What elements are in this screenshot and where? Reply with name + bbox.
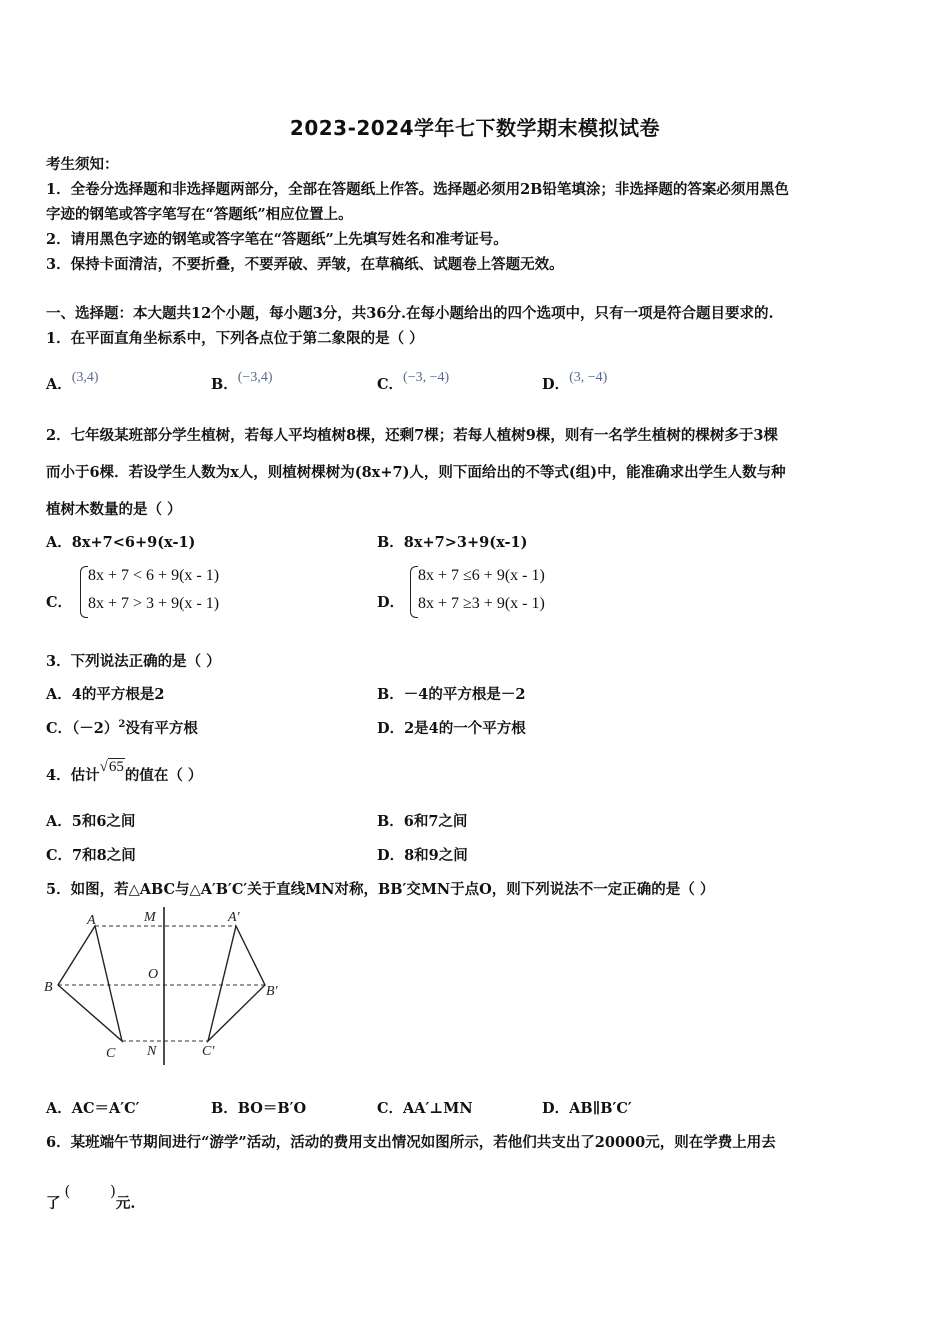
q1-c-value: (−3, −4) bbox=[403, 370, 450, 385]
label-o: O bbox=[148, 967, 159, 982]
q6-paren-open: ( bbox=[64, 1184, 71, 1200]
q5-option-d: D．AB∥B′C′ bbox=[542, 1100, 632, 1117]
q5-stem: 5．如图，若△ABC与△A′B′C′关于直线MN对称，BB′交MN于点O，则下列说法不一定正确的是（ ） bbox=[46, 881, 715, 898]
q1-option-b bbox=[211, 370, 273, 394]
q6-tail-post: 元. bbox=[115, 1195, 136, 1212]
q2-d-line-2: 8x + 7 ≥3 + 9(x - 1) bbox=[418, 595, 545, 612]
q3-stem: 3．下列说法正确的是（ ） bbox=[46, 653, 221, 670]
q2-d-brace bbox=[410, 566, 418, 618]
q6-stem: 6．某班端午节期间进行“游学”活动，活动的费用支出情况如图所示，若他们共支出了20000元，则在学费上用去 bbox=[46, 1134, 776, 1151]
q4-stem-post: 的值在（ ） bbox=[124, 767, 203, 784]
label-c: C bbox=[106, 1046, 116, 1061]
label-a: A bbox=[87, 913, 96, 928]
q1-a-value: (3,4) bbox=[71, 370, 99, 385]
q4-stem-pre: 4．估计 bbox=[46, 767, 100, 784]
q1-stem: 1．在平面直角坐标系中，下列各点位于第二象限的是（ ） bbox=[46, 330, 424, 347]
q4-option-c: C．7和8之间 bbox=[46, 847, 136, 864]
q1-d-value: (3, −4) bbox=[569, 370, 608, 385]
q5-symmetry-figure bbox=[40, 905, 290, 1070]
q3-c-post: 没有平方根 bbox=[125, 720, 198, 737]
q2-option-a: A．8x+7<6+9(x-1) bbox=[46, 534, 196, 551]
notice-line-2: 2．请用黑色字迹的钢笔或答字笔在“答题纸”上先填写姓名和准考证号。 bbox=[46, 231, 508, 248]
q2-stem-2: 而小于6棵．若设学生人数为x人，则植树棵树为(8x+7)人，则下面给出的不等式(组)中，能准确求出学生人数与种 bbox=[46, 464, 786, 481]
q2-option-b: B．8x+7>3+9(x-1) bbox=[377, 534, 528, 551]
q5-option-b: B．BO＝B′O bbox=[211, 1100, 307, 1117]
q2-c-line-2: 8x + 7 > 3 + 9(x - 1) bbox=[88, 595, 220, 612]
q6-paren-close: ) bbox=[110, 1184, 116, 1200]
q5-option-a: A．AC＝A′C′ bbox=[46, 1100, 140, 1117]
q4-radicand: 65 bbox=[108, 759, 124, 775]
q1-a-label: A． bbox=[46, 376, 72, 393]
q3-option-d: D．2是4的一个平方根 bbox=[377, 720, 526, 737]
q2-stem-3: 植树木数量的是（ ） bbox=[46, 501, 182, 518]
q2-c-line-1: 8x + 7 < 6 + 9(x - 1) bbox=[88, 567, 220, 584]
notice-line-3: 3．保持卡面清洁，不要折叠，不要弄破、弄皱，在草稿纸、试题卷上答题无效。 bbox=[46, 256, 564, 273]
q3-c-sup: 2 bbox=[118, 719, 126, 731]
notice-line-1a: 1．全卷分选择题和非选择题两部分，全部在答题纸上作答。选择题必须用2B铅笔填涂；非选择题的答案必须用黑色 bbox=[46, 181, 789, 198]
q2-d-label: D． bbox=[377, 594, 405, 611]
q3-option-a: A．4的平方根是2 bbox=[46, 686, 165, 703]
q2-c-label: C． bbox=[46, 594, 73, 611]
q1-b-label: B． bbox=[211, 376, 238, 393]
label-b: B bbox=[44, 980, 53, 995]
triangle-a2b2c2 bbox=[208, 926, 265, 1041]
q3-c-pre: C．（－2） bbox=[46, 720, 119, 737]
page-title: 2023-2024学年七下数学期末模拟试卷 bbox=[289, 116, 661, 140]
q3-option-b: B．－4的平方根是－2 bbox=[377, 686, 526, 703]
label-a-prime: A′ bbox=[228, 910, 240, 925]
q6-tail-pre: 了 bbox=[46, 1195, 61, 1212]
q2-c-brace bbox=[80, 566, 88, 618]
q1-c-label: C． bbox=[377, 376, 404, 393]
q4-option-b: B．6和7之间 bbox=[377, 813, 468, 830]
q4-option-d: D．8和9之间 bbox=[377, 847, 468, 864]
q1-option-d bbox=[542, 370, 608, 394]
q6-tail bbox=[46, 1184, 136, 1213]
section-heading: 一、选择题：本大题共12个小题，每小题3分，共36分.在每小题给出的四个选项中，只有一项是符合题目要求的. bbox=[46, 305, 774, 322]
q4-option-a: A．5和6之间 bbox=[46, 813, 136, 830]
q1-b-value: (−3,4) bbox=[237, 370, 273, 385]
q1-d-label: D． bbox=[542, 376, 570, 393]
q3-option-c bbox=[46, 717, 198, 738]
q4-sqrt: √65 bbox=[99, 759, 124, 775]
label-m: M bbox=[144, 910, 156, 925]
notice-heading: 考生须知： bbox=[46, 156, 119, 173]
triangle-abc bbox=[58, 926, 122, 1041]
q2-d-line-1: 8x + 7 ≤6 + 9(x - 1) bbox=[418, 567, 545, 584]
q1-option-c bbox=[377, 370, 450, 394]
q4-stem bbox=[46, 759, 203, 785]
notice-line-1b: 字迹的钢笔或答字笔写在“答题纸”相应位置上。 bbox=[46, 206, 353, 223]
q1-option-a bbox=[46, 370, 99, 394]
q5-option-c: C．AA′⊥MN bbox=[377, 1100, 473, 1117]
q2-stem-1: 2．七年级某班部分学生植树，若每人平均植树8棵，还剩7棵；若每人植树9棵，则有一名学生植树的棵树多于3棵 bbox=[46, 427, 778, 444]
label-b-prime: B′ bbox=[266, 984, 278, 999]
label-c-prime: C′ bbox=[202, 1044, 215, 1059]
label-n: N bbox=[147, 1044, 157, 1059]
